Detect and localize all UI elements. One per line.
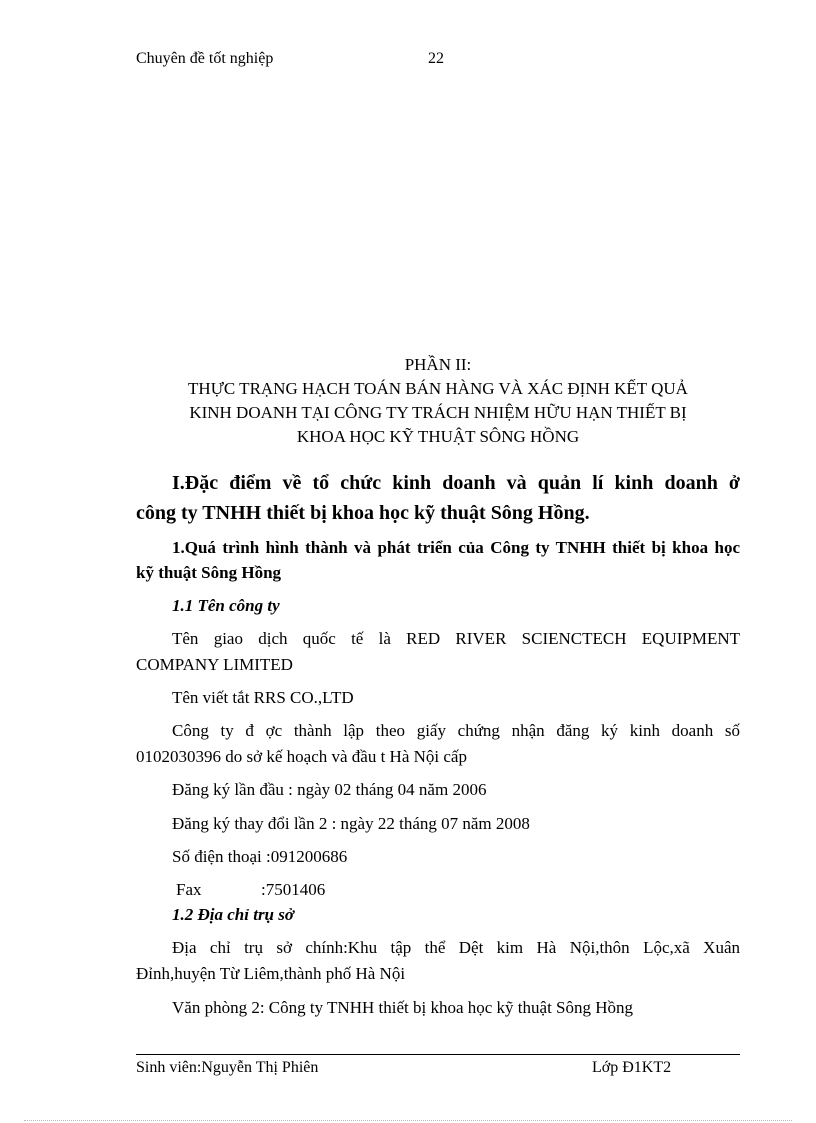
short-name: Tên viết tắt RRS CO.,LTD <box>172 688 354 707</box>
footer-divider <box>136 1054 740 1055</box>
section-heading-line-1: I.Đặc điểm về tổ chức kinh doanh và quản lí kinh doanh ở <box>172 472 740 494</box>
subsection-heading-line-1: 1.Quá trình hình thành và phát triển của Công ty TNHH thiết bị khoa học <box>172 538 740 557</box>
item-1-2-title: 1.2 Địa chỉ trụ sở <box>172 905 295 924</box>
part-title-line-1: THỰC TRẠNG HẠCH TOÁN BÁN HÀNG VÀ XÁC ĐỊNH KẾT QUẢ <box>188 379 688 398</box>
subsection-heading-line-2: kỹ thuật Sông Hồng <box>136 563 282 582</box>
part-label: PHẦN II: <box>404 355 472 374</box>
address-line-1: Địa chỉ trụ sở chính:Khu tập thể Dệt kim Hà Nội,thôn Lộc,xã Xuân <box>172 938 740 957</box>
phone: Số điện thoại :091200686 <box>172 847 348 866</box>
office-2: Văn phòng 2: Công ty TNHH thiết bị khoa học kỹ thuật Sông Hồng <box>172 998 634 1017</box>
footer-student: Sinh viên:Nguyễn Thị Phiên <box>136 1059 319 1076</box>
footer-class: Lớp Đ1KT2 <box>592 1059 672 1076</box>
second-registration: Đăng ký thay đổi lần 2 : ngày 22 tháng 07 năm 2008 <box>172 814 530 833</box>
page-bottom-border <box>24 1120 792 1121</box>
item-1-1-title: 1.1 Tên công ty <box>172 596 280 615</box>
first-registration: Đăng ký lần đầu : ngày 02 tháng 04 năm 2006 <box>172 780 487 799</box>
part-heading <box>136 353 740 449</box>
part-title-line-3: KHOA HỌC KỸ THUẬT SÔNG HỒNG <box>296 427 580 446</box>
fax-value: :7501406 <box>261 880 326 899</box>
header-title: Chuyên đề tốt nghiệp <box>136 50 274 67</box>
address-line-2: Đỉnh,huyện Từ Liêm,thành phố Hà Nội <box>136 964 406 983</box>
section-heading-line-2: công ty TNHH thiết bị khoa học kỹ thuật Sông Hồng. <box>136 502 590 524</box>
page-number: 22 <box>428 50 444 67</box>
fax-label: Fax <box>176 880 202 899</box>
part-title-line-2: KINH DOANH TẠI CÔNG TY TRÁCH NHIỆM HỮU HẠN THIẾT BỊ <box>189 403 687 422</box>
established-line-1: Công ty đ ợc thành lập theo giấy chứng nhận đăng ký kinh doanh số <box>172 721 740 740</box>
intl-name-line-1: Tên giao dịch quốc tế là RED RIVER SCIENCTECH EQUIPMENT <box>172 629 740 648</box>
established-line-2: 0102030396 do sở kế hoạch và đầu t Hà Nội cấp <box>136 747 467 766</box>
intl-name-line-2: COMPANY LIMITED <box>136 655 293 674</box>
